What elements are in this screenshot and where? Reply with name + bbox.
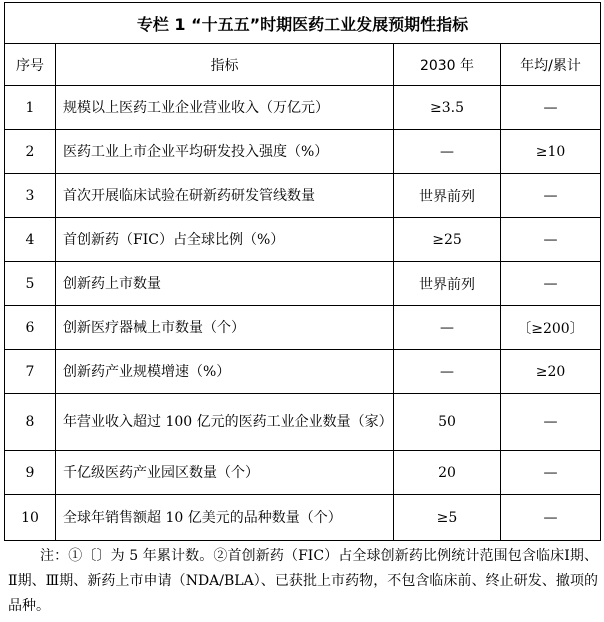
- row-indicator: 首次开展临床试验在研新药研发管线数量: [56, 174, 394, 218]
- row-2030-value: 20: [394, 451, 501, 495]
- row-2030-value: —: [394, 130, 501, 174]
- row-2030-value: ≥3.5: [394, 86, 501, 130]
- row-indicator: 年营业收入超过 100 亿元的医药工业企业数量（家）: [56, 394, 394, 451]
- row-indicator: 千亿级医药产业园区数量（个）: [56, 451, 394, 495]
- row-indicator: 创新药上市数量: [56, 262, 394, 306]
- header-no: 序号: [5, 44, 56, 86]
- row-no: 4: [5, 218, 56, 262]
- row-2030-value: ≥25: [394, 218, 501, 262]
- row-no: 5: [5, 262, 56, 306]
- table-row: [5, 394, 601, 451]
- row-avg-value: —: [501, 218, 601, 262]
- indicator-table-container: [4, 2, 600, 541]
- row-no: 3: [5, 174, 56, 218]
- table-row: [5, 306, 601, 350]
- row-no: 8: [5, 394, 56, 451]
- table-row: [5, 218, 601, 262]
- indicator-table: [4, 2, 601, 541]
- row-indicator: 创新药产业规模增速（%）: [56, 350, 394, 394]
- table-row: [5, 451, 601, 495]
- table-row: [5, 262, 601, 306]
- row-avg-value: 〔≥200〕: [501, 306, 601, 350]
- row-avg-value: —: [501, 262, 601, 306]
- row-avg-value: —: [501, 174, 601, 218]
- header-avg-cumulative: 年均/累计: [501, 44, 601, 86]
- table-row: [5, 174, 601, 218]
- row-indicator: 创新医疗器械上市数量（个）: [56, 306, 394, 350]
- row-avg-value: ≥20: [501, 350, 601, 394]
- table-row: [5, 130, 601, 174]
- row-avg-value: —: [501, 86, 601, 130]
- row-no: 7: [5, 350, 56, 394]
- row-no: 2: [5, 130, 56, 174]
- row-avg-value: —: [501, 495, 601, 541]
- row-2030-value: 世界前列: [394, 174, 501, 218]
- row-2030-value: —: [394, 306, 501, 350]
- row-indicator: 全球年销售额超 10 亿美元的品种数量（个）: [56, 495, 394, 541]
- table-row: [5, 350, 601, 394]
- row-avg-value: —: [501, 451, 601, 495]
- row-indicator: 规模以上医药工业企业营业收入（万亿元）: [56, 86, 394, 130]
- row-no: 10: [5, 495, 56, 541]
- row-avg-value: ≥10: [501, 130, 601, 174]
- header-2030: 2030 年: [394, 44, 501, 86]
- row-no: 1: [5, 86, 56, 130]
- table-row: [5, 495, 601, 541]
- header-indicator: 指标: [56, 44, 394, 86]
- row-avg-value: —: [501, 394, 601, 451]
- row-2030-value: —: [394, 350, 501, 394]
- row-2030-value: 世界前列: [394, 262, 501, 306]
- row-no: 9: [5, 451, 56, 495]
- row-no: 6: [5, 306, 56, 350]
- table-footnote: 注：①〔〕为 5 年累计数。②首创新药（FIC）占全球创新药比例统计范围包含临床Ⅰ期、Ⅱ期、Ⅲ期、新药上市申请（NDA/BLA）、已获批上市药物，不包含临床前、终止研发、撤项的品种。: [8, 548, 598, 614]
- table-row: [5, 86, 601, 130]
- row-2030-value: 50: [394, 394, 501, 451]
- header-row: [5, 44, 601, 86]
- row-indicator: 首创新药（FIC）占全球比例（%）: [56, 218, 394, 262]
- table-title: 专栏 1 “十五五”时期医药工业发展预期性指标: [5, 3, 601, 44]
- row-2030-value: ≥5: [394, 495, 501, 541]
- row-indicator: 医药工业上市企业平均研发投入强度（%）: [56, 130, 394, 174]
